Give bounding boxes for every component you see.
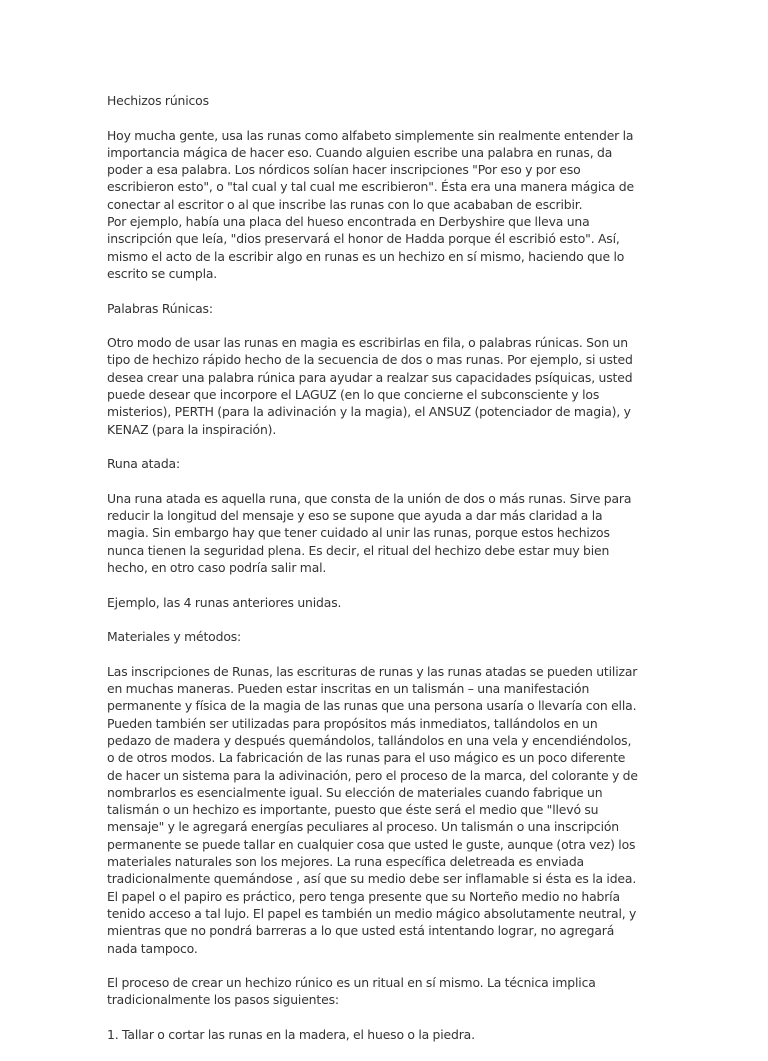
heading-palabras-runicas: Palabras Rúnicas: bbox=[107, 300, 213, 316]
document-title: Hechizos rúnicos bbox=[107, 93, 209, 108]
paragraph-materiales: Las inscripciones de Runas, las escrituras de runas y las runas atadas se pueden utilizar en muchas maneras. Pueden estar inscritas en un talismán – una manifestación permanente y física de la magia de las runas que una persona usaría o llevaría con ella. Pueden también ser utilizadas para propósitos más inmediatos, tallándolos en un pedazo de madera y después quemándolos, tallándolos en una vela y encendiéndolos, o de otros modos. La fabricación de las runas para el uso mágico es un poco diferente de hacer un sistema para la adivinación, pero el proceso de la marca, del colorante y de nombrarlos es esencialmente igual. Su elección de materiales cuando fabrique un talismán o un hechizo es importante, puesto que éste será el medio que "llevó su mensaje" y le agregará energías peculiares al proceso. Un talismán o una inscripción permanente se puede tallar en cualquier cosa que usted le guste, aunque (otra vez) los materiales naturales son los mejores. La runa específica deletreada es enviada tradicionalmente quemándose , así que su medio debe ser inflamable si ésta es la idea. El papel o el papiro es práctico, pero tenga presente que su Norteño medio no habría tenido acceso a tal lujo. El papel es también un medio mágico absolutamente neutral, y mientras que no pondrá barreras a lo que usted está intentando lograr, no agregará nada tampoco. bbox=[107, 663, 638, 956]
document-page bbox=[107, 92, 642, 1061]
paragraph-ejemplo: Ejemplo, las 4 runas anteriores unidas. bbox=[107, 594, 342, 610]
paragraph-intro: Hoy mucha gente, usa las runas como alfabeto simplemente sin realmente entender la importancia mágica de hacer eso. Cuando alguien escribe una palabra en runas, da poder a esa palabra. Los nórdicos solían hacer inscripciones "Por eso y por eso escribieron esto", o "tal cual y tal cual me escribieron". Ésta era una manera mágica de conectar al escritor o al que inscribe las runas con lo que acababan de escribir. bbox=[107, 127, 634, 212]
list-item-step-1: 1. Tallar o cortar las runas en la madera, el hueso o la piedra. bbox=[107, 1027, 475, 1043]
paragraph-derbyshire: Por ejemplo, había una placa del hueso encontrada en Derbyshire que lleva una inscripción que leía, "dios preservará el honor de Hadda porque él escribió esto". Así, mismo el acto de la escribir algo en runas es un hechizo en sí mismo, haciendo que lo escrito se cumpla. bbox=[107, 214, 625, 281]
heading-materiales: Materiales y métodos: bbox=[107, 629, 242, 645]
paragraph-palabras-runicas: Otro modo de usar las runas en magia es escribirlas en fila, o palabras rúnicas. Son un tipo de hechizo rápido hecho de la secuencia de dos o mas runas. Por ejemplo, si usted desea crear una palabra rúnica para ayudar a realzar sus capacidades psíquicas, usted puede desear que incorpore el LAGUZ (en lo que concierne el subconsciente y los misterios), PERTH (para la adivinación y la magia), el ANSUZ (potenciador de magia), y KENAZ (para la inspiración). bbox=[107, 335, 633, 437]
paragraph-runa-atada: Una runa atada es aquella runa, que consta de la unión de dos o más runas. Sirve para reducir la longitud del mensaje y eso se supone que ayuda a dar más claridad a la magia. Sin embargo hay que tener cuidado al unir las runas, porque estos hechizos nunca tienen la seguridad plena. Es decir, el ritual del hechizo debe estar muy bien hecho, en otro caso podría salir mal. bbox=[107, 490, 632, 576]
heading-runa-atada: Runa atada: bbox=[107, 456, 181, 472]
paragraph-proceso: El proceso de crear un hechizo rúnico es un ritual en sí mismo. La técnica implica tradicionalmente los pasos siguientes: bbox=[107, 975, 596, 1008]
